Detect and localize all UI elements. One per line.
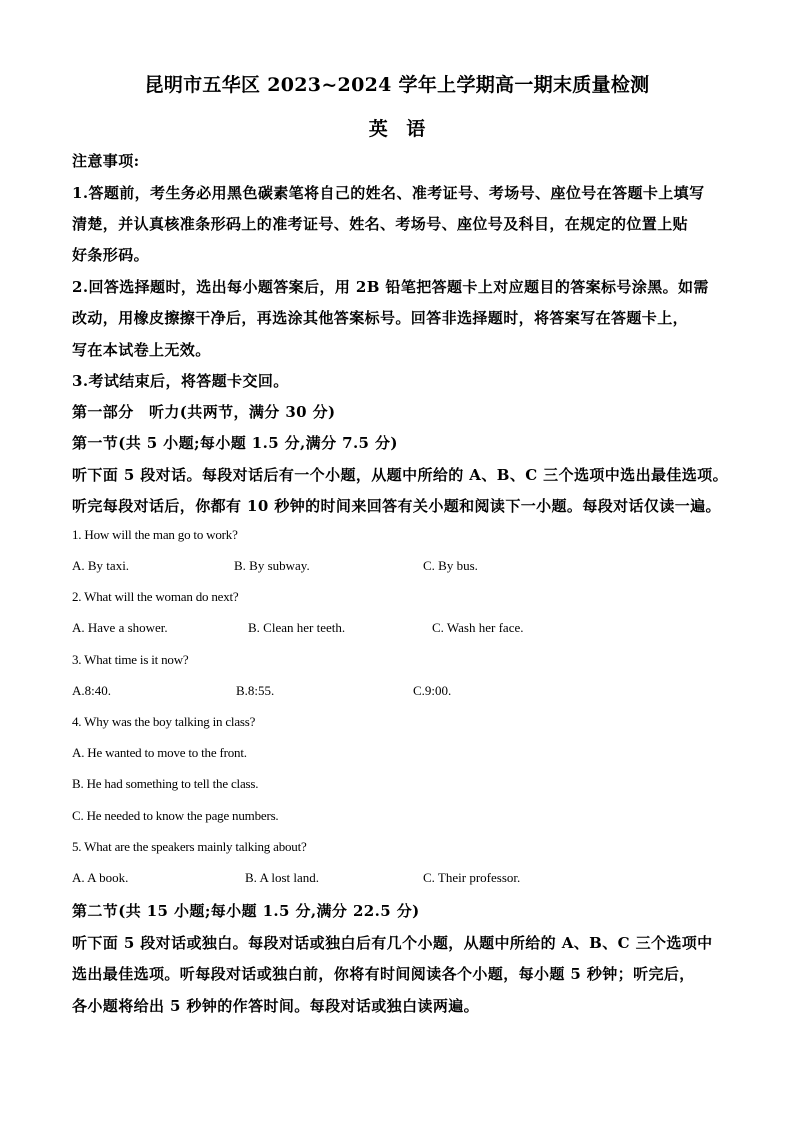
option-b: B. By subway. <box>234 558 310 573</box>
question-1: 1. How will the man go to work? <box>72 527 238 542</box>
section2-instruction: 选出最佳选项。听每段对话或独白前，你将有时间阅读各个小题，每小题 5 秒钟；听完后， <box>72 965 695 983</box>
option-c: C. Wash her face. <box>432 620 524 635</box>
notice-line: 改动，用橡皮擦擦干净后，再选涂其他答案标号。回答非选择题时，将答案写在答题卡上， <box>72 309 689 327</box>
subject-title: 英 语 <box>368 118 426 140</box>
notice-line: 好条形码。 <box>72 246 150 264</box>
notice-line: 3.考试结束后，将答题卡交回。 <box>72 372 289 390</box>
option-a: A. Have a shower. <box>72 620 168 635</box>
option-b: B.8:55. <box>236 683 275 698</box>
section1-instruction: 听完每段对话后，你都有 10 秒钟的时间来回答有关小题和阅读下一小题。每段对话仅读一遍。 <box>72 497 721 515</box>
option-c: C. By bus. <box>423 558 478 573</box>
part1-heading: 第一部分 听力(共两节，满分 30 分) <box>72 403 336 421</box>
notice-line: 清楚，并认真核准条形码上的准考证号、姓名、考场号、座位号及科目，在规定的位置上贴 <box>72 215 689 233</box>
question-3: 3. What time is it now? <box>72 652 189 667</box>
option-c: C. He needed to know the page numbers. <box>72 808 279 823</box>
option-c: C.9:00. <box>413 683 452 698</box>
notice-line: 2.回答选择题时，选出每小题答案后，用 2B 铅笔把答题卡上对应题目的答案标号涂黑。如需 <box>72 278 709 296</box>
section2-heading: 第二节(共 15 小题;每小题 1.5 分,满分 22.5 分) <box>72 902 420 920</box>
option-a: A. He wanted to move to the front. <box>72 745 247 760</box>
notice-line: 1.答题前，考生务必用黑色碳素笔将自己的姓名、准考证号、考场号、座位号在答题卡上填写 <box>72 184 705 202</box>
exam-title: 昆明市五华区 2023~2024 学年上学期高一期末质量检测 <box>144 74 650 96</box>
section1-heading: 第一节(共 5 小题;每小题 1.5 分,满分 7.5 分) <box>72 434 398 452</box>
option-a: A. A book. <box>72 870 129 885</box>
section2-instruction: 各小题将给出 5 秒钟的作答时间。每段对话或独白读两遍。 <box>72 997 480 1015</box>
option-b: B. He had something to tell the class. <box>72 776 259 791</box>
section1-instruction: 听下面 5 段对话。每段对话后有一个小题，从题中所给的 A、B、C 三个选项中选出最佳选项。 <box>72 466 728 484</box>
section2-instruction: 听下面 5 段对话或独白。每段对话或独白后有几个小题，从题中所给的 A、B、C 三个选项中 <box>72 934 713 952</box>
option-a: A. By taxi. <box>72 558 130 573</box>
option-a: A.8:40. <box>72 683 111 698</box>
notice-heading: 注意事项: <box>72 152 140 170</box>
option-b: B. Clean her teeth. <box>248 620 346 635</box>
question-4: 4. Why was the boy talking in class? <box>72 714 256 729</box>
option-c: C. Their professor. <box>423 870 521 885</box>
question-5: 5. What are the speakers mainly talking about? <box>72 839 307 854</box>
option-b: B. A lost land. <box>245 870 320 885</box>
question-2: 2. What will the woman do next? <box>72 589 239 604</box>
notice-line: 写在本试卷上无效。 <box>72 341 211 359</box>
